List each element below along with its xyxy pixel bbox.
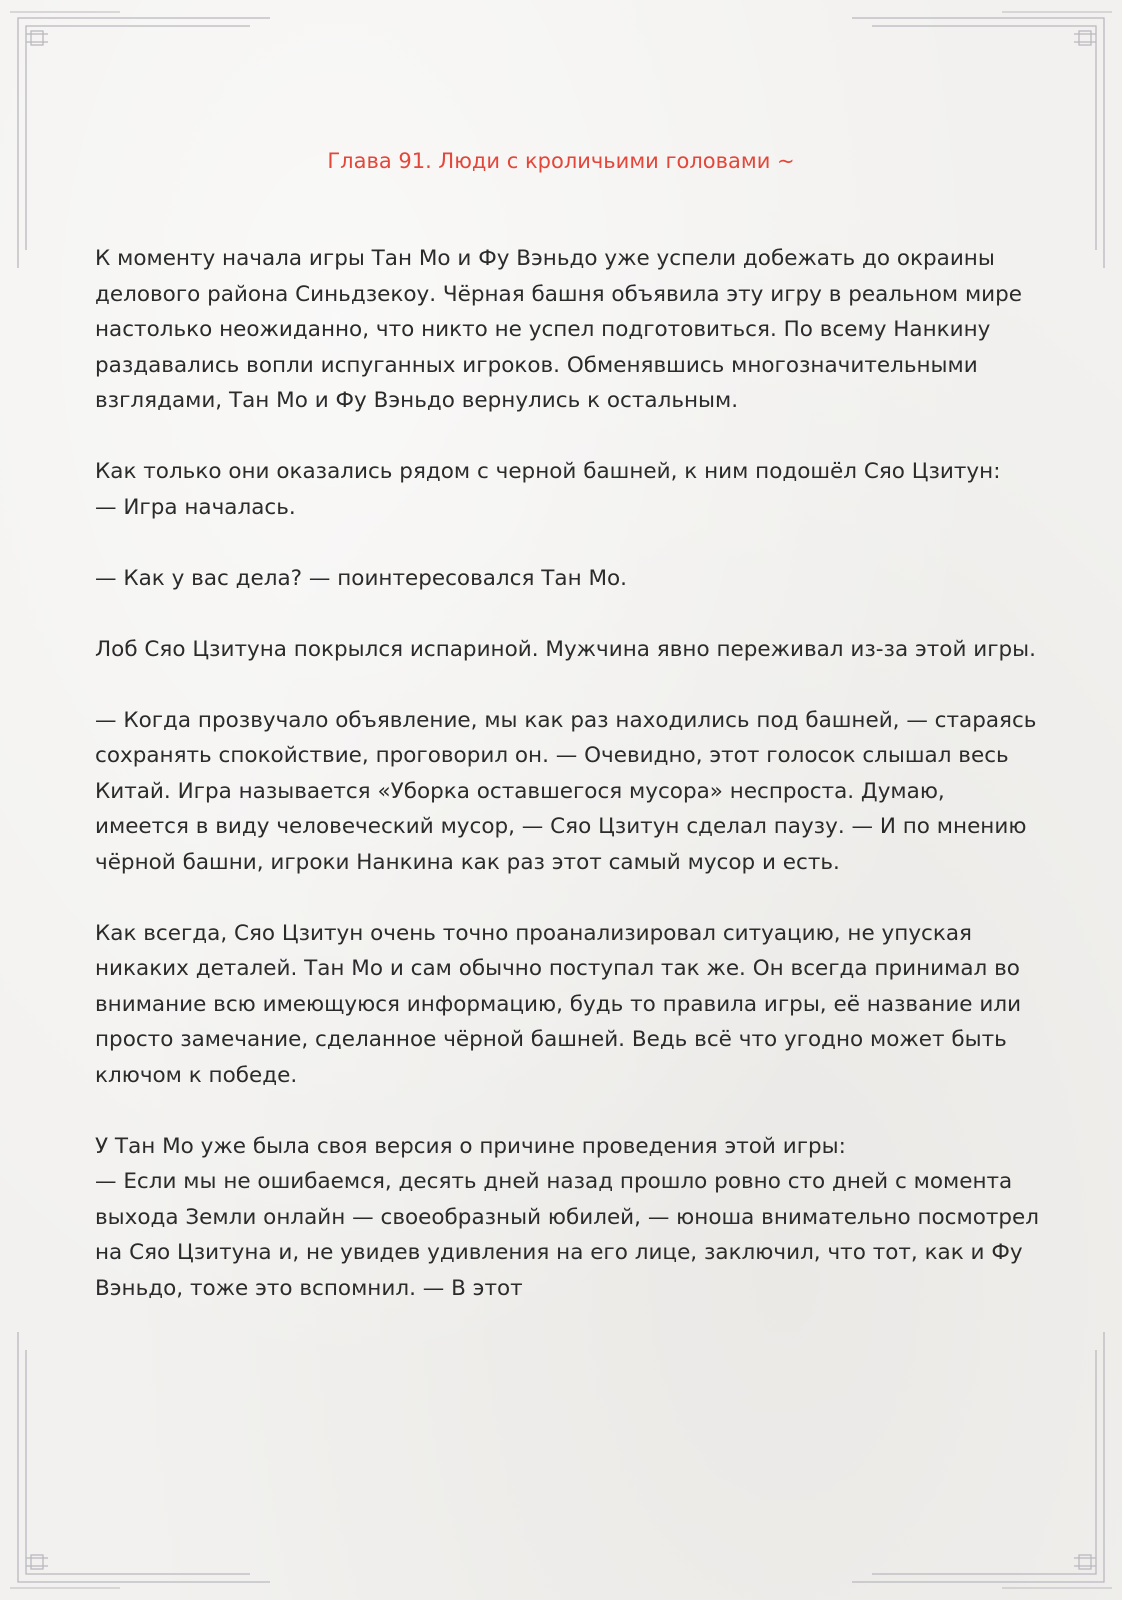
paragraph-line: Как только они оказались рядом с черной башней, к ним подошёл Сяо Цзитун: (95, 459, 1001, 484)
paragraph (95, 454, 1040, 525)
paragraph-line: Лоб Сяо Цзитуна покрылся испариной. Мужчина явно переживал из-за этой игры. (95, 636, 1036, 662)
frame-corner-bottom-left (10, 1332, 270, 1588)
dialogue-line: — Игра началась. (95, 494, 296, 520)
frame-corner-top-right (852, 12, 1112, 268)
dialogue-line: — Как у вас дела? — поинтересовался Тан Мо. (95, 565, 627, 591)
paragraph-line: Как всегда, Сяо Цзитун очень точно проанализировал ситуацию, не упуская никаких деталей. Тан Мо и сам обычно поступал так же. Он всегда принимал во внимание всю имеющуюся информацию, будь то правила игры, её название или просто замечание, сделанное чёрной башней. Ведь всё что угодно может быть ключом к победе. (95, 920, 1022, 1088)
dialogue-line: — Когда прозвучало объявление, мы как раз находились под башней, — стараясь сохранять спокойствие, проговорил он. — Очевидно, этот голосок слышал весь Китай. Игра называется «Уборка оставшегося мусора» неспроста. Думаю, имеется в виду человеческий мусор, — Сяо Цзитун сделал паузу. — И по мнению чёрной башни, игроки Нанкина как раз этот самый мусор и есть. (95, 707, 1037, 875)
paragraph (95, 1129, 1040, 1307)
frame-corner-top-left (10, 12, 270, 268)
paragraph (95, 703, 1040, 881)
chapter-title: Глава 91. Люди с кроличьими головами ~ (327, 149, 795, 173)
paragraph (95, 632, 1040, 668)
chapter-body (95, 241, 1040, 1342)
paragraph (95, 241, 1040, 419)
paragraph-line: К моменту начала игры Тан Мо и Фу Вэньдо уже успели добежать до окраины делового района Синьдзекоу. Чёрная башня объявила эту игру в реальном мире настолько неожиданно, что никто не успел подготовиться. По всему Нанкину раздавались вопли испуганных игроков. Обменявшись многозначительными взглядами, Тан Мо и Фу Вэньдо вернулись к остальным. (95, 246, 1023, 413)
paragraph-line: У Тан Мо уже была своя версия о причине проведения этой игры: (95, 1133, 846, 1159)
frame-corner-bottom-right (852, 1332, 1112, 1588)
paragraph (95, 561, 1040, 597)
dialogue-line: — Если мы не ошибаемся, десять дней назад прошло ровно сто дней с момента выхода Земли онлайн — своеобразный юбилей, — юноша внимательно посмотрел на Сяо Цзитуна и, не увидев удивления на его лице, заключил, что тот, как и Фу Вэньдо, тоже это вспомнил. — В этот (95, 1169, 1040, 1301)
paragraph (95, 916, 1040, 1094)
